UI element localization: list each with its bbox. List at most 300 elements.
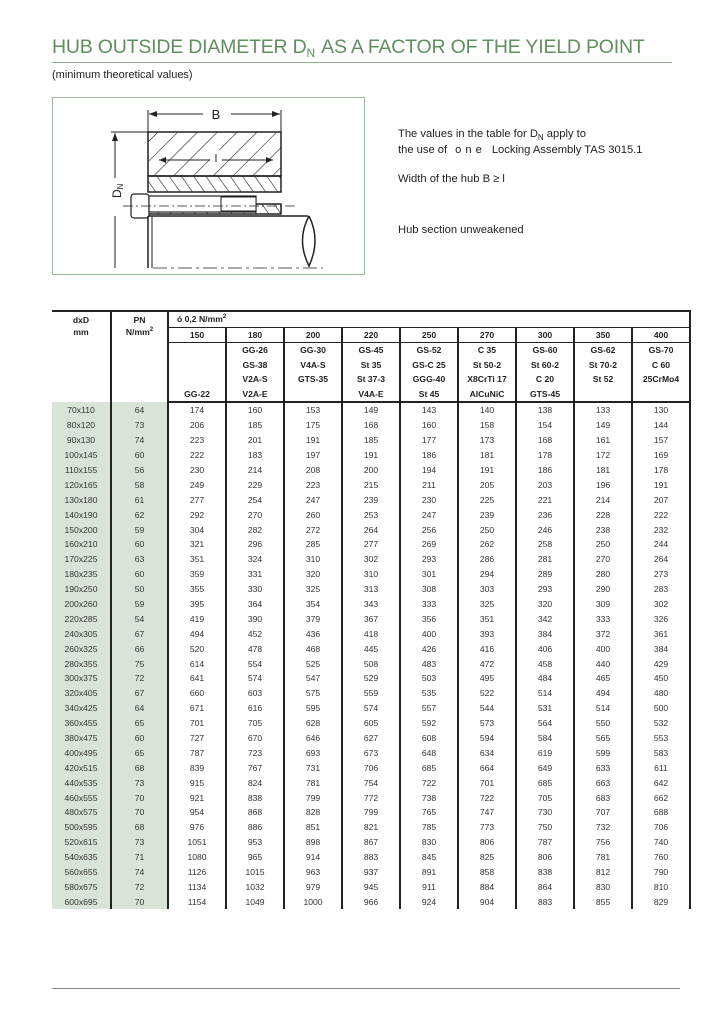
cell-dn-value: 174 bbox=[168, 402, 226, 418]
cell-dn-value: 262 bbox=[458, 537, 516, 552]
cell-dn-value: 787 bbox=[516, 835, 574, 850]
cell-dn-value: 688 bbox=[632, 805, 690, 820]
cell-dn-value: 229 bbox=[226, 477, 284, 492]
cell-dn-value: 320 bbox=[516, 597, 574, 612]
material-name: GTS-45 bbox=[529, 388, 561, 399]
cell-dn-value: 494 bbox=[574, 686, 632, 701]
cell-dn-value: 738 bbox=[400, 790, 458, 805]
cell-dn-value: 1126 bbox=[168, 865, 226, 880]
cell-dn-value: 627 bbox=[342, 731, 400, 746]
material-name: V4A-S bbox=[300, 359, 326, 370]
cell-dn-value: 754 bbox=[342, 775, 400, 790]
cell-dn-value: 1049 bbox=[226, 894, 284, 909]
material-name: C 60 bbox=[651, 359, 671, 370]
cell-dxd: 360x455 bbox=[52, 716, 111, 731]
material-name bbox=[575, 387, 631, 402]
cell-dn-value: 608 bbox=[400, 731, 458, 746]
cell-dn-value: 858 bbox=[458, 865, 516, 880]
cell-dxd: 240x305 bbox=[52, 626, 111, 641]
cell-dn-value: 400 bbox=[574, 641, 632, 656]
cell-dn-value: 671 bbox=[168, 701, 226, 716]
cell-dn-value: 325 bbox=[458, 597, 516, 612]
cell-pn: 73 bbox=[111, 418, 168, 433]
cell-dn-value: 838 bbox=[516, 865, 574, 880]
cell-dn-value: 238 bbox=[574, 522, 632, 537]
cell-dn-value: 286 bbox=[458, 552, 516, 567]
cell-dn-value: 583 bbox=[632, 745, 690, 760]
cell-pn: 64 bbox=[111, 701, 168, 716]
cell-pn: 59 bbox=[111, 597, 168, 612]
cell-dn-value: 333 bbox=[400, 597, 458, 612]
cell-dn-value: 1051 bbox=[168, 835, 226, 850]
title-prefix: HUB OUTSIDE DIAMETER D bbox=[52, 36, 307, 58]
table-row bbox=[52, 492, 690, 507]
cell-dn-value: 535 bbox=[400, 686, 458, 701]
header-yield-200: 200 bbox=[284, 327, 342, 343]
cell-dn-value: 914 bbox=[284, 850, 342, 865]
cell-dxd: 480x575 bbox=[52, 805, 111, 820]
cell-dn-value: 603 bbox=[226, 686, 284, 701]
cell-dn-value: 619 bbox=[516, 745, 574, 760]
cell-pn: 61 bbox=[111, 492, 168, 507]
table-row bbox=[52, 448, 690, 463]
material-name: St 45 bbox=[418, 388, 440, 399]
cell-dn-value: 249 bbox=[168, 477, 226, 492]
cell-dxd: 140x190 bbox=[52, 507, 111, 522]
cell-dn-value: 293 bbox=[516, 582, 574, 597]
cell-dn-value: 215 bbox=[342, 477, 400, 492]
cell-dn-value: 531 bbox=[516, 701, 574, 716]
cell-dn-value: 211 bbox=[400, 477, 458, 492]
cell-dn-value: 207 bbox=[632, 492, 690, 507]
cell-dn-value: 230 bbox=[168, 463, 226, 478]
cell-dn-value: 178 bbox=[632, 463, 690, 478]
cell-dxd: 120x165 bbox=[52, 477, 111, 492]
material-name: 25CrMo4 bbox=[642, 374, 680, 384]
cell-dn-value: 178 bbox=[516, 448, 574, 463]
cell-dn-value: 663 bbox=[574, 775, 632, 790]
cell-dn-value: 1154 bbox=[168, 894, 226, 909]
cell-dn-value: 239 bbox=[458, 507, 516, 522]
cell-dn-value: 324 bbox=[226, 552, 284, 567]
cell-dn-value: 707 bbox=[574, 805, 632, 820]
cell-dxd: 420x515 bbox=[52, 760, 111, 775]
table-row bbox=[52, 552, 690, 567]
cell-dn-value: 812 bbox=[574, 865, 632, 880]
table-row bbox=[52, 775, 690, 790]
cell-dn-value: 911 bbox=[400, 880, 458, 895]
material-name: GS-60 bbox=[532, 345, 558, 355]
cell-dn-value: 634 bbox=[458, 745, 516, 760]
cell-dn-value: 616 bbox=[226, 701, 284, 716]
material-name: St 37-3 bbox=[356, 374, 386, 384]
cell-dn-value: 277 bbox=[168, 492, 226, 507]
cell-dn-value: 633 bbox=[574, 760, 632, 775]
header-pn-unit: $N/mm^2$ bbox=[111, 327, 168, 402]
cell-dn-value: 503 bbox=[400, 671, 458, 686]
note-hub-section: Hub section unweakened bbox=[398, 224, 524, 237]
cell-dn-value: 553 bbox=[632, 731, 690, 746]
cell-dn-value: 706 bbox=[342, 760, 400, 775]
table-row bbox=[52, 463, 690, 478]
cell-dn-value: 662 bbox=[632, 790, 690, 805]
cell-dn-value: 806 bbox=[516, 850, 574, 865]
cell-dn-value: 186 bbox=[400, 448, 458, 463]
cell-dn-value: 201 bbox=[226, 433, 284, 448]
cell-dn-value: 177 bbox=[400, 433, 458, 448]
cell-dn-value: 395 bbox=[168, 597, 226, 612]
cell-dn-value: 272 bbox=[284, 522, 342, 537]
cell-dn-value: 143 bbox=[400, 402, 458, 418]
material-name: C 20 bbox=[535, 374, 555, 384]
cell-dn-value: 605 bbox=[342, 716, 400, 731]
cell-dn-value: 225 bbox=[458, 492, 516, 507]
cell-dxd: 560x655 bbox=[52, 865, 111, 880]
cell-dn-value: 683 bbox=[574, 790, 632, 805]
cell-dn-value: 574 bbox=[342, 701, 400, 716]
cell-dn-value: 183 bbox=[226, 448, 284, 463]
cell-dn-value: 750 bbox=[516, 820, 574, 835]
table-row bbox=[52, 731, 690, 746]
cell-dn-value: 230 bbox=[400, 492, 458, 507]
cell-dn-value: 701 bbox=[458, 775, 516, 790]
cell-dn-value: 270 bbox=[226, 507, 284, 522]
cell-dxd: 110x155 bbox=[52, 463, 111, 478]
cell-dn-value: 760 bbox=[632, 850, 690, 865]
cell-pn: 60 bbox=[111, 567, 168, 582]
cell-dn-value: 354 bbox=[284, 597, 342, 612]
cell-dn-value: 810 bbox=[632, 880, 690, 895]
cell-dn-value: 1134 bbox=[168, 880, 226, 895]
table-row bbox=[52, 820, 690, 835]
cell-pn: 63 bbox=[111, 552, 168, 567]
cell-dxd: 300x375 bbox=[52, 671, 111, 686]
table-row bbox=[52, 522, 690, 537]
cell-dn-value: 824 bbox=[226, 775, 284, 790]
cell-dn-value: 186 bbox=[516, 463, 574, 478]
cell-dn-value: 264 bbox=[632, 552, 690, 567]
subtitle: (minimum theoretical values) bbox=[52, 69, 193, 81]
cell-dn-value: 806 bbox=[458, 835, 516, 850]
header-yield-300: 300 bbox=[516, 327, 574, 343]
table-row bbox=[52, 745, 690, 760]
cell-dn-value: 191 bbox=[458, 463, 516, 478]
cell-dn-value: 214 bbox=[574, 492, 632, 507]
cell-dn-value: 722 bbox=[400, 775, 458, 790]
cell-dn-value: 904 bbox=[458, 894, 516, 909]
table-row bbox=[52, 865, 690, 880]
material-name: St 35 bbox=[360, 359, 382, 370]
cell-dn-value: 246 bbox=[516, 522, 574, 537]
material-name: GS-52 bbox=[416, 345, 442, 355]
cell-dxd: 520x615 bbox=[52, 835, 111, 850]
cell-dn-value: 514 bbox=[516, 686, 574, 701]
cell-dxd: 380x475 bbox=[52, 731, 111, 746]
cell-dn-value: 343 bbox=[342, 597, 400, 612]
cell-dn-value: 185 bbox=[342, 433, 400, 448]
table-row bbox=[52, 537, 690, 552]
cell-dn-value: 664 bbox=[458, 760, 516, 775]
cell-dxd: 540x635 bbox=[52, 850, 111, 865]
cell-dn-value: 406 bbox=[516, 641, 574, 656]
cell-dn-value: 883 bbox=[516, 894, 574, 909]
header-yield-250: 250 bbox=[400, 327, 458, 343]
cell-dn-value: 727 bbox=[168, 731, 226, 746]
cell-dn-value: 223 bbox=[284, 477, 342, 492]
header-pn: PN bbox=[111, 311, 168, 327]
cell-dn-value: 660 bbox=[168, 686, 226, 701]
hub-cross-section-figure bbox=[52, 97, 365, 275]
footer-divider bbox=[52, 988, 680, 989]
cell-dn-value: 767 bbox=[226, 760, 284, 775]
table-row bbox=[52, 611, 690, 626]
cell-dxd: 400x495 bbox=[52, 745, 111, 760]
cell-pn: 72 bbox=[111, 880, 168, 895]
material-name: V2A-E bbox=[242, 388, 268, 399]
table-row bbox=[52, 850, 690, 865]
table-row bbox=[52, 582, 690, 597]
cell-dn-value: 194 bbox=[400, 463, 458, 478]
cell-dn-value: 191 bbox=[284, 433, 342, 448]
table-row bbox=[52, 760, 690, 775]
cell-dn-value: 628 bbox=[284, 716, 342, 731]
cell-pn: 70 bbox=[111, 894, 168, 909]
cell-dn-value: 326 bbox=[632, 611, 690, 626]
cell-dn-value: 161 bbox=[574, 433, 632, 448]
cell-dn-value: 845 bbox=[400, 850, 458, 865]
cell-dn-value: 924 bbox=[400, 894, 458, 909]
material-list bbox=[574, 343, 632, 403]
material-name: GS-45 bbox=[358, 345, 384, 355]
table-row bbox=[52, 790, 690, 805]
cell-dn-value: 851 bbox=[284, 820, 342, 835]
cell-dxd: 190x250 bbox=[52, 582, 111, 597]
cell-dn-value: 514 bbox=[574, 701, 632, 716]
cell-dn-value: 258 bbox=[516, 537, 574, 552]
cell-dn-value: 244 bbox=[632, 537, 690, 552]
header-yield-270: 270 bbox=[458, 327, 516, 343]
material-name: V2A-S bbox=[242, 374, 268, 384]
cell-dn-value: 830 bbox=[574, 880, 632, 895]
cell-dn-value: 670 bbox=[226, 731, 284, 746]
cell-dn-value: 400 bbox=[400, 626, 458, 641]
cell-pn: 62 bbox=[111, 507, 168, 522]
cell-dn-value: 280 bbox=[574, 567, 632, 582]
cell-dn-value: 821 bbox=[342, 820, 400, 835]
cell-dn-value: 364 bbox=[226, 597, 284, 612]
cell-dn-value: 303 bbox=[458, 582, 516, 597]
cell-dn-value: 954 bbox=[168, 805, 226, 820]
cell-dn-value: 787 bbox=[168, 745, 226, 760]
cell-dn-value: 270 bbox=[574, 552, 632, 567]
cell-dn-value: 641 bbox=[168, 671, 226, 686]
cell-dn-value: 250 bbox=[574, 537, 632, 552]
cell-dn-value: 722 bbox=[458, 790, 516, 805]
material-list bbox=[400, 343, 458, 403]
table-row bbox=[52, 402, 690, 418]
table-row bbox=[52, 597, 690, 612]
cell-dn-value: 197 bbox=[284, 448, 342, 463]
cell-dn-value: 168 bbox=[516, 433, 574, 448]
material-name: C 35 bbox=[477, 345, 497, 355]
cell-dn-value: 160 bbox=[226, 402, 284, 418]
cell-dxd: 580x675 bbox=[52, 880, 111, 895]
cell-dn-value: 685 bbox=[400, 760, 458, 775]
cell-dn-value: 747 bbox=[458, 805, 516, 820]
cell-dn-value: 130 bbox=[632, 402, 690, 418]
cell-dn-value: 450 bbox=[632, 671, 690, 686]
cell-pn: 68 bbox=[111, 820, 168, 835]
cell-dn-value: 544 bbox=[458, 701, 516, 716]
cell-dn-value: 886 bbox=[226, 820, 284, 835]
cell-dn-value: 191 bbox=[632, 477, 690, 492]
cell-dn-value: 868 bbox=[226, 805, 284, 820]
cell-dxd: 200x260 bbox=[52, 597, 111, 612]
cell-dn-value: 203 bbox=[516, 477, 574, 492]
cell-dn-value: 228 bbox=[574, 507, 632, 522]
note-hub-width: Width of the hub B ≥ l bbox=[398, 173, 505, 186]
cell-dn-value: 564 bbox=[516, 716, 574, 731]
cell-dn-value: 723 bbox=[226, 745, 284, 760]
cell-dn-value: 185 bbox=[226, 418, 284, 433]
cell-dn-value: 830 bbox=[400, 835, 458, 850]
cell-pn: 64 bbox=[111, 402, 168, 418]
page-title bbox=[52, 36, 645, 60]
material-name: GG-26 bbox=[242, 345, 268, 355]
cell-dn-value: 289 bbox=[516, 567, 574, 582]
cell-dn-value: 864 bbox=[516, 880, 574, 895]
cell-dn-value: 160 bbox=[400, 418, 458, 433]
cell-pn: 74 bbox=[111, 433, 168, 448]
cell-dn-value: 706 bbox=[632, 820, 690, 835]
cell-dn-value: 384 bbox=[516, 626, 574, 641]
cell-dxd: 90x130 bbox=[52, 433, 111, 448]
material-name bbox=[633, 387, 689, 402]
cell-dn-value: 790 bbox=[632, 865, 690, 880]
cell-dn-value: 247 bbox=[400, 507, 458, 522]
cell-dn-value: 532 bbox=[632, 716, 690, 731]
cell-dn-value: 173 bbox=[458, 433, 516, 448]
cell-dn-value: 247 bbox=[284, 492, 342, 507]
material-name bbox=[285, 387, 341, 402]
cell-dn-value: 445 bbox=[342, 641, 400, 656]
table-row bbox=[52, 880, 690, 895]
cell-dn-value: 419 bbox=[168, 611, 226, 626]
cell-dn-value: 574 bbox=[226, 671, 284, 686]
cell-dn-value: 825 bbox=[458, 850, 516, 865]
table-row bbox=[52, 641, 690, 656]
cell-dn-value: 342 bbox=[516, 611, 574, 626]
cell-dn-value: 330 bbox=[226, 582, 284, 597]
cell-dn-value: 522 bbox=[458, 686, 516, 701]
cell-dn-value: 313 bbox=[342, 582, 400, 597]
cell-dxd: 600x695 bbox=[52, 894, 111, 909]
cell-dn-value: 293 bbox=[400, 552, 458, 567]
cell-dn-value: 921 bbox=[168, 790, 226, 805]
cell-dn-value: 529 bbox=[342, 671, 400, 686]
cell-pn: 70 bbox=[111, 790, 168, 805]
cell-dn-value: 550 bbox=[574, 716, 632, 731]
cell-dn-value: 232 bbox=[632, 522, 690, 537]
cell-dn-value: 594 bbox=[458, 731, 516, 746]
cell-dn-value: 168 bbox=[342, 418, 400, 433]
cell-dn-value: 309 bbox=[574, 597, 632, 612]
hub-diameter-table bbox=[52, 310, 691, 909]
cell-dn-value: 525 bbox=[284, 656, 342, 671]
cell-dn-value: 547 bbox=[284, 671, 342, 686]
cell-dn-value: 154 bbox=[516, 418, 574, 433]
cell-dxd: 260x325 bbox=[52, 641, 111, 656]
cell-dn-value: 781 bbox=[284, 775, 342, 790]
material-list bbox=[632, 343, 690, 403]
cell-dn-value: 393 bbox=[458, 626, 516, 641]
cell-dn-value: 740 bbox=[632, 835, 690, 850]
cell-dn-value: 320 bbox=[284, 567, 342, 582]
cell-dn-value: 355 bbox=[168, 582, 226, 597]
cell-dn-value: 239 bbox=[342, 492, 400, 507]
cell-dn-value: 472 bbox=[458, 656, 516, 671]
material-name: St 50-2 bbox=[472, 359, 502, 370]
cell-dn-value: 256 bbox=[400, 522, 458, 537]
cell-pn: 65 bbox=[111, 716, 168, 731]
cell-dn-value: 361 bbox=[632, 626, 690, 641]
label-b: B bbox=[211, 107, 221, 122]
cell-dn-value: 140 bbox=[458, 402, 516, 418]
cell-dn-value: 520 bbox=[168, 641, 226, 656]
cell-dn-value: 705 bbox=[516, 790, 574, 805]
material-name: X8CrTi 17 bbox=[467, 374, 507, 384]
cell-dn-value: 559 bbox=[342, 686, 400, 701]
cell-dn-value: 260 bbox=[284, 507, 342, 522]
label-dn: DN bbox=[110, 183, 125, 198]
table-row bbox=[52, 656, 690, 671]
title-divider bbox=[52, 62, 672, 63]
cell-pn: 60 bbox=[111, 731, 168, 746]
title-suffix: AS A FACTOR OF THE YIELD POINT bbox=[317, 36, 645, 58]
cell-dn-value: 153 bbox=[284, 402, 342, 418]
material-name: GTS-35 bbox=[297, 374, 329, 384]
cell-dxd: 130x180 bbox=[52, 492, 111, 507]
cell-dn-value: 884 bbox=[458, 880, 516, 895]
cell-dn-value: 828 bbox=[284, 805, 342, 820]
cell-pn: 74 bbox=[111, 865, 168, 880]
cell-pn: 72 bbox=[111, 671, 168, 686]
cell-dn-value: 705 bbox=[226, 716, 284, 731]
cell-dn-value: 452 bbox=[226, 626, 284, 641]
cell-dn-value: 144 bbox=[632, 418, 690, 433]
cell-dn-value: 465 bbox=[574, 671, 632, 686]
cell-dn-value: 1080 bbox=[168, 850, 226, 865]
cell-dn-value: 282 bbox=[226, 522, 284, 537]
table-row bbox=[52, 626, 690, 641]
cell-dn-value: 458 bbox=[516, 656, 574, 671]
table-row bbox=[52, 716, 690, 731]
cell-dn-value: 649 bbox=[516, 760, 574, 775]
cell-dn-value: 331 bbox=[226, 567, 284, 582]
cell-dn-value: 829 bbox=[632, 894, 690, 909]
cell-dn-value: 281 bbox=[516, 552, 574, 567]
material-name bbox=[169, 372, 225, 387]
cell-dn-value: 855 bbox=[574, 894, 632, 909]
cell-pn: 54 bbox=[111, 611, 168, 626]
cell-dn-value: 592 bbox=[400, 716, 458, 731]
cell-dn-value: 351 bbox=[458, 611, 516, 626]
cell-pn: 58 bbox=[111, 477, 168, 492]
cell-dn-value: 302 bbox=[342, 552, 400, 567]
table-row bbox=[52, 686, 690, 701]
cell-dn-value: 196 bbox=[574, 477, 632, 492]
cell-dn-value: 480 bbox=[632, 686, 690, 701]
